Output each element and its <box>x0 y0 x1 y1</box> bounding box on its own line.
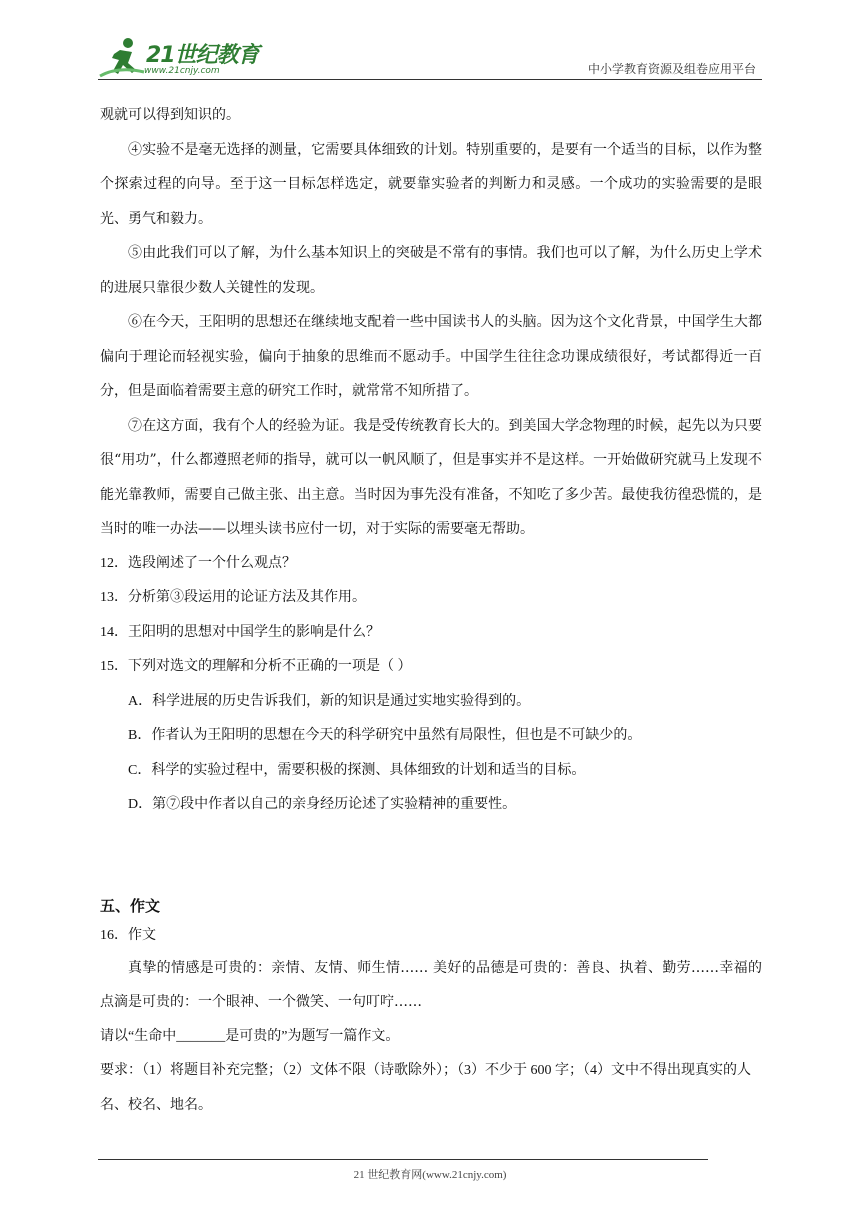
essay-requirements: 要求：（1）将题目补充完整；（2）文体不限（诗歌除外）；（3）不少于 600 字；（4）文中不得出现真实的人名、校名、地名。 <box>100 1063 751 1113</box>
page-header <box>98 36 762 80</box>
logo-text: 21世纪教育 <box>146 43 259 68</box>
logo-url: www.21cnjy.com <box>144 66 220 76</box>
running-man-icon <box>98 36 148 80</box>
header-divider <box>98 79 762 80</box>
option-b: B．作者认为王阳明的思想在今天的科学研究中虽然有局限性，但也是不可缺少的。 <box>128 728 642 743</box>
option-d: D．第⑦段中作者以自己的亲身经历论述了实验精神的重要性。 <box>128 797 517 812</box>
section-title: 五、作文 <box>100 896 161 915</box>
paragraph-4: ④实验不是毫无选择的测量，它需要具体细致的计划。特别重要的，是要有一个适当的目标，以作为整个探索过程的向导。至于这一目标怎样选定，就要靠实验者的判断力和灵感。一个成功的实验需要的是眼光、勇气和毅力。 <box>100 141 762 227</box>
footer-divider <box>98 1159 708 1160</box>
option-c: C．科学的实验过程中，需要积极的探测、具体细致的计划和适当的目标。 <box>128 762 586 778</box>
platform-label: 中小学教育资源及组卷应用平台 <box>587 62 756 76</box>
document-body <box>100 98 762 1123</box>
question-13: 13．分析第③段运用的论证方法及其作用。 <box>100 590 366 605</box>
paragraph-7: ⑦在这方面，我有个人的经验为证。我是受传统教育长大的。到美国大学念物理的时候，起先以为只要很“用功”，什么都遵照老师的指导，就可以一帆风顺了，但是事实并不是这样。一开始做研究就马上发现不能光靠教师，需要自己做主张、出主意。当时因为事先没有准备，不知吃了多少苦。最使我彷徨恐慌的，是当时的唯一办法——以埋头读书应付一切，对于实际的需要毫无帮助。 <box>100 417 762 537</box>
section-spacer <box>100 823 762 891</box>
paragraph-continued: 观就可以得到知识的。 <box>100 107 240 123</box>
page-footer[interactable]: 21 世纪教育网(www.21cnjy.com) <box>353 1169 507 1181</box>
option-a: A．科学进展的历史告诉我们，新的知识是通过实地实验得到的。 <box>128 693 531 709</box>
paragraph-6: ⑥在今天，王阳明的思想还在继续地支配着一些中国读书人的头脑。因为这个文化背景，中国学生大都偏向于理论而轻视实验，偏向于抽象的思维而不愿动手。中国学生往往念功课成绩很好，考试都得近一百分，但是面临着需要主意的研究工作时，就常常不知所措了。 <box>100 314 762 399</box>
essay-prompt: 真挚的情感是可贵的：亲情、友情、师生情…… 美好的品德是可贵的：善良、执着、勤劳……幸福的点滴是可贵的：一个眼神、一个微笑、一句叮咛…… <box>100 959 762 1010</box>
question-16: 16．作文 <box>100 927 156 943</box>
paragraph-5: ⑤由此我们可以了解，为什么基本知识上的突破是不常有的事情。我们也可以了解，为什么历史上学术的进展只靠很少数人关键性的发现。 <box>100 245 762 296</box>
site-logo[interactable] <box>98 36 263 80</box>
essay-title-line: 请以“生命中_______是可贵的”为题写一篇作文。 <box>100 1028 400 1044</box>
question-14: 14．王阳明的思想对中国学生的影响是什么？ <box>100 624 380 640</box>
question-15: 15．下列对选文的理解和分析不正确的一项是（ ） <box>100 659 412 674</box>
question-12: 12．选段阐述了一个什么观点？ <box>100 555 296 571</box>
